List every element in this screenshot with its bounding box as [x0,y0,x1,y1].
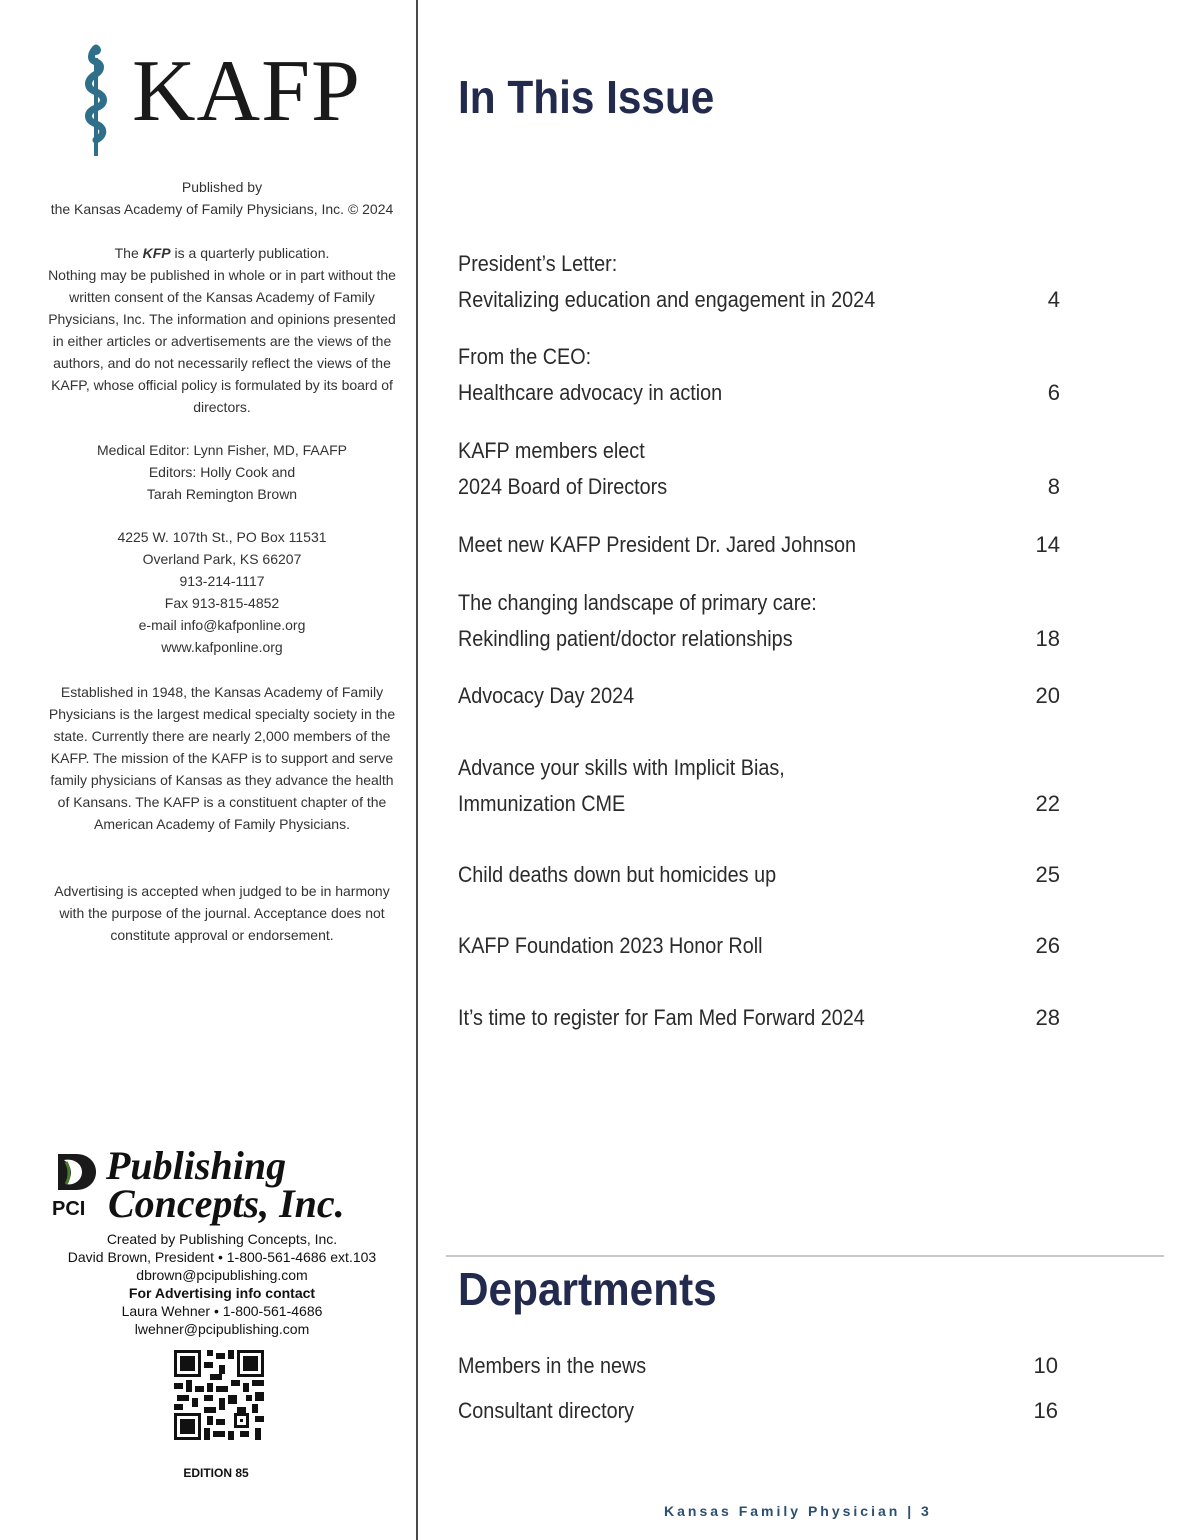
toc-page-number: 28 [1035,1005,1060,1030]
toc-entry[interactable] [458,857,1060,893]
toc-entry-title: KAFP members elect [458,438,645,463]
toc-entry-line [458,375,1060,411]
toc-entry-title: President’s Letter: [458,251,618,276]
pci-logo [50,1143,390,1232]
toc-entry-line [458,786,1060,822]
contact-info [40,526,404,658]
address-line2: Overland Park, KS 66207 [142,551,302,567]
toc-entry-line [458,621,1060,657]
address-line1: 4225 W. 107th St., PO Box 11531 [117,529,327,545]
toc-entry-line [458,1000,1060,1036]
toc-entry-title: The changing landscape of primary care: [458,590,817,615]
toc-entry-subtitle: Healthcare advocacy in action [458,380,723,405]
toc-entry-line [458,857,1060,893]
pci-contact: Laura Wehner • 1-800-561-4686 [121,1303,323,1319]
editors-info [40,439,404,505]
toc-page-number: 14 [1035,532,1060,557]
toc-entry-subtitle: Revitalizing education and engagement in 2024 [458,287,876,312]
pci-president: David Brown, President • 1-800-561-4686 ext.103 [67,1249,377,1265]
notice-kfp: KFP [142,245,171,261]
about-text: Established in 1948, the Kansas Academy of Family Physicians is the largest medical specialty society in the state. Currently there are nearly 2,000 members of the KAFP. The mission of the KAFP is to support and serve family physicians of Kansas as they advance the health of Kansans. The KAFP is a constituent chapter of the American Academy of Family Physicians. [48,684,396,832]
pci-email2: lwehner@pcipublishing.com [134,1321,310,1337]
toc-entry[interactable] [458,1000,1060,1036]
toc-entry[interactable] [458,678,1060,714]
department-item[interactable] [458,1348,1058,1384]
toc-entry-line [458,282,1060,318]
toc-page-number: 4 [1047,287,1060,312]
toc-page-number: 18 [1035,626,1060,651]
toc-entry-title: From the CEO: [458,344,592,369]
medical-editor: Medical Editor: Lynn Fisher, MD, FAAFP [96,442,347,458]
toc-entry[interactable] [458,527,1060,563]
toc-entry-subtitle: Rekindling patient/doctor relationships [458,626,793,651]
toc-entry-line [458,246,1060,282]
toc-entry-line [458,433,1060,469]
toc-entry[interactable] [458,339,1060,411]
notice-body: Nothing may be published in whole or in part without the written consent of the Kansas Academy of Family Physicians, Inc. The information and opinions presented in either articles or advertisements are the views of the authors, and do not necessarily reflect the views of the KAFP, whose official policy is formulated by its board of directors. [48,267,396,415]
toc-page-number: 26 [1035,933,1060,958]
fax: Fax 913-815-4852 [164,595,280,611]
pci-abbr: PCI [52,1198,86,1220]
notice-pre: The [114,245,143,261]
toc-entry-line [458,750,1060,786]
pci-name-line2: Concepts, Inc. [108,1181,345,1226]
editors-line1: Editors: Holly Cook and [148,464,296,480]
publisher-line1: Published by [181,179,263,195]
toc-entry[interactable] [458,750,1060,822]
caduceus-icon [76,44,116,160]
departments-title: Departments [458,1263,717,1315]
pci-name-line1: Publishing [106,1143,287,1188]
departments-divider [446,1255,1164,1257]
advertising-text: Advertising is accepted when judged to be in harmony with the purpose of the journal. Acceptance does not constitute approval or endorsement. [54,883,390,943]
column-divider [416,0,418,1540]
toc-entry-line [458,585,1060,621]
toc-entry-title: Meet new KAFP President Dr. Jared Johnson [458,532,857,557]
department-label: Members in the news [458,1353,647,1378]
publication-notice [40,242,404,418]
department-page: 16 [1033,1398,1058,1423]
publisher-line2: the Kansas Academy of Family Physicians, Inc. © 2024 [50,201,394,217]
toc-entry[interactable] [458,928,1060,964]
toc-entry[interactable] [458,246,1060,318]
department-label: Consultant directory [458,1398,635,1423]
pci-contact-info [40,1230,404,1338]
toc-entry-line [458,928,1060,964]
qr-code [174,1350,264,1440]
notice-post: is a quarterly publication. [170,245,330,261]
edition-label: EDITION 85 [183,1466,249,1480]
toc-entry-subtitle: Immunization CME [458,791,626,816]
toc-page-number: 8 [1047,474,1060,499]
toc-page-number: 25 [1035,862,1060,887]
advertising-policy [40,880,404,946]
website: www.kafponline.org [161,639,283,655]
toc-entry-line [458,527,1060,563]
page-footer: Kansas Family Physician | 3 [664,1503,932,1519]
pci-created: Created by Publishing Concepts, Inc. [106,1231,338,1247]
pci-leaf-icon [52,1150,98,1194]
toc-entry-line [458,678,1060,714]
toc-page-number: 6 [1047,380,1060,405]
logo-text: KAFP [132,43,361,140]
toc-page-number: 22 [1035,791,1060,816]
notice-line [40,242,404,264]
toc-entry-title: Child deaths down but homicides up [458,862,777,887]
toc-entry-line [458,339,1060,375]
publisher-info [40,176,404,220]
toc-entry-title: Advocacy Day 2024 [458,683,635,708]
toc-entry[interactable] [458,585,1060,657]
email: e-mail info@kafponline.org [138,617,306,633]
toc-entry-line [458,469,1060,505]
toc-page-number: 20 [1035,683,1060,708]
phone: 913-214-1117 [179,573,265,589]
editors-line2: Tarah Remington Brown [146,486,298,502]
issue-title: In This Issue [458,71,715,123]
about-kafp [40,681,404,835]
kafp-logo [76,40,376,160]
department-item[interactable] [458,1393,1058,1429]
toc-entry-title: Advance your skills with Implicit Bias, [458,755,785,780]
toc-entry-title: It’s time to register for Fam Med Forward 2024 [458,1005,865,1030]
toc-entry[interactable] [458,433,1060,505]
pci-email1: dbrown@pcipublishing.com [136,1267,308,1283]
toc-entry-subtitle: 2024 Board of Directors [458,474,668,499]
pci-advertising-label: For Advertising info contact [128,1285,316,1301]
toc-entry-title: KAFP Foundation 2023 Honor Roll [458,933,763,958]
department-page: 10 [1033,1353,1058,1378]
